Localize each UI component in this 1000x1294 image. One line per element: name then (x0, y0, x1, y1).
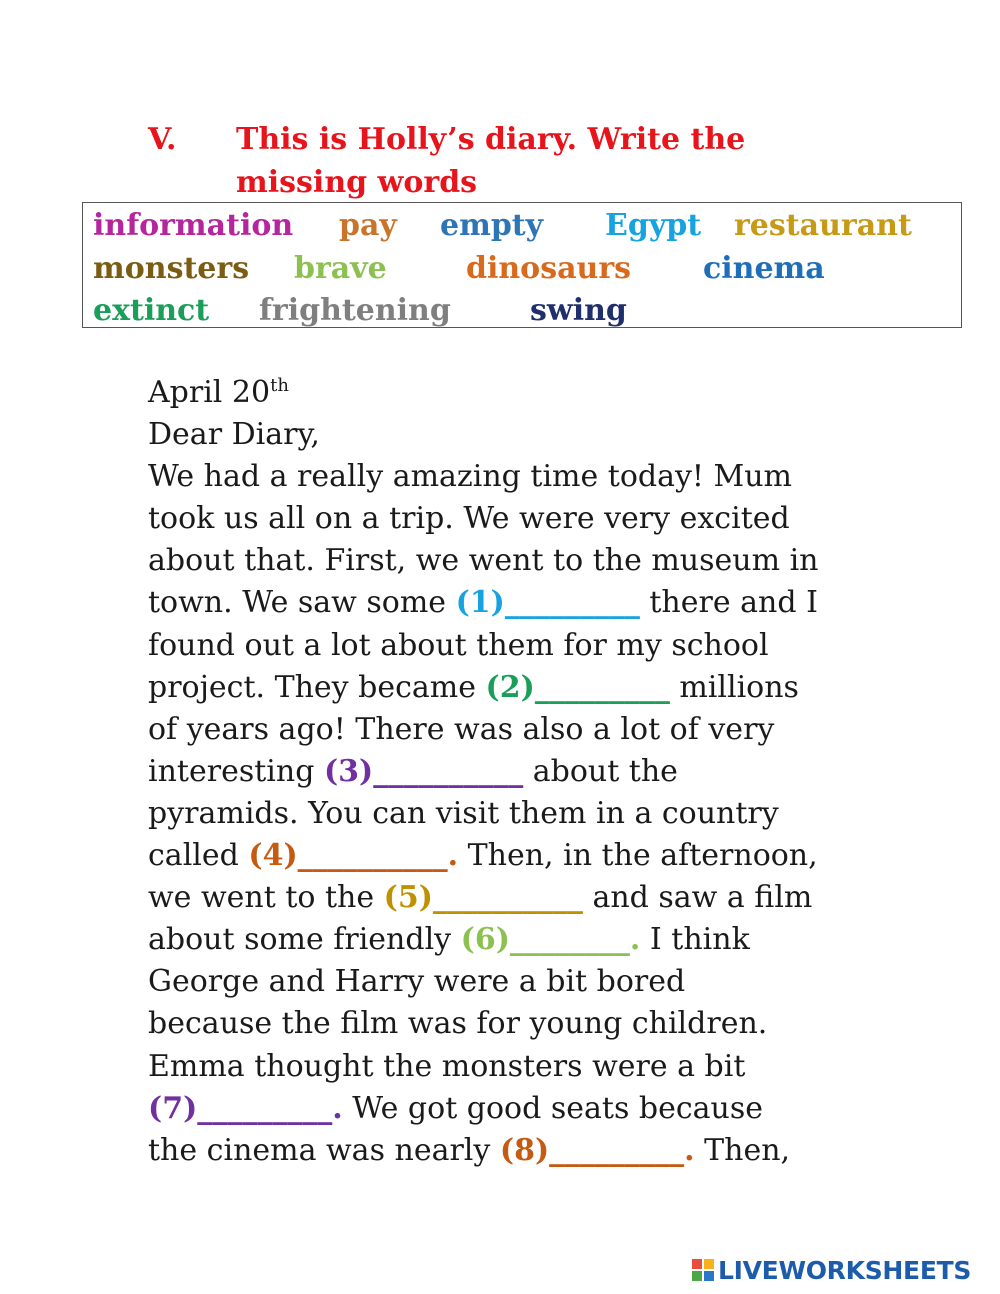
blank-5[interactable]: (5)__________ (383, 880, 583, 916)
blank-7[interactable]: (7)_________. (148, 1090, 343, 1126)
liveworksheets-logo-icon (692, 1259, 714, 1281)
word-bank-item-frightening[interactable]: frightening (259, 293, 451, 328)
word-bank-item-egypt[interactable]: Egypt (605, 208, 702, 243)
word-bank-item-monsters[interactable]: monsters (93, 251, 250, 286)
exercise-instructions: This is Holly’s diary. Write the missing words (236, 122, 746, 200)
word-bank-item-extinct[interactable]: extinct (93, 293, 210, 328)
blank-1[interactable]: (1)_________ (455, 585, 640, 621)
blank-3[interactable]: (3)__________ (323, 753, 524, 789)
blank-6[interactable]: (6)________. (460, 922, 641, 958)
word-bank-item-restaurant[interactable]: restaurant (734, 208, 912, 243)
word-bank (82, 202, 962, 328)
blank-2[interactable]: (2)_________ (485, 669, 670, 705)
diary-greeting: Dear Diary, (148, 417, 320, 453)
liveworksheets-logo-text: LIVEWORKSHEETS (718, 1255, 972, 1285)
diary-date: April 20th (148, 375, 289, 410)
word-bank-item-dinosaurs[interactable]: dinosaurs (466, 251, 632, 286)
word-bank-item-pay[interactable]: pay (339, 208, 397, 243)
word-bank-item-cinema[interactable]: cinema (703, 251, 825, 286)
exercise-number: V. (148, 122, 177, 157)
word-bank-item-information[interactable]: information (93, 208, 294, 243)
word-bank-item-brave[interactable]: brave (294, 251, 387, 286)
blank-4[interactable]: (4)__________. (248, 838, 459, 874)
word-bank-item-empty[interactable]: empty (440, 208, 544, 243)
liveworksheets-logo[interactable] (692, 1254, 971, 1286)
blank-8[interactable]: (8)_________. (499, 1132, 695, 1168)
word-bank-item-swing[interactable]: swing (530, 293, 627, 328)
diary-text: April 20th Dear Diary, We had a really amazing time today! Mum took us all on a trip. We were very excited about that. First, we went to the museum in town. We saw some (1)_________ there and I found out a lot about them for my school project. They became (2)_________ millions of years ago! There was also a lot of very interesting (3)__________ about the pyramids. You can visit them in a country called (4)__________. Then, in the afternoon, we went to the (5)__________ and saw a film about some friendly (6)________. I think George and Harry were a bit bored because the film was for young children. Emma thought the monsters were a bit (7)_________. We got good seats because the cinema was nearly (8)_________. Then, (148, 372, 908, 1172)
